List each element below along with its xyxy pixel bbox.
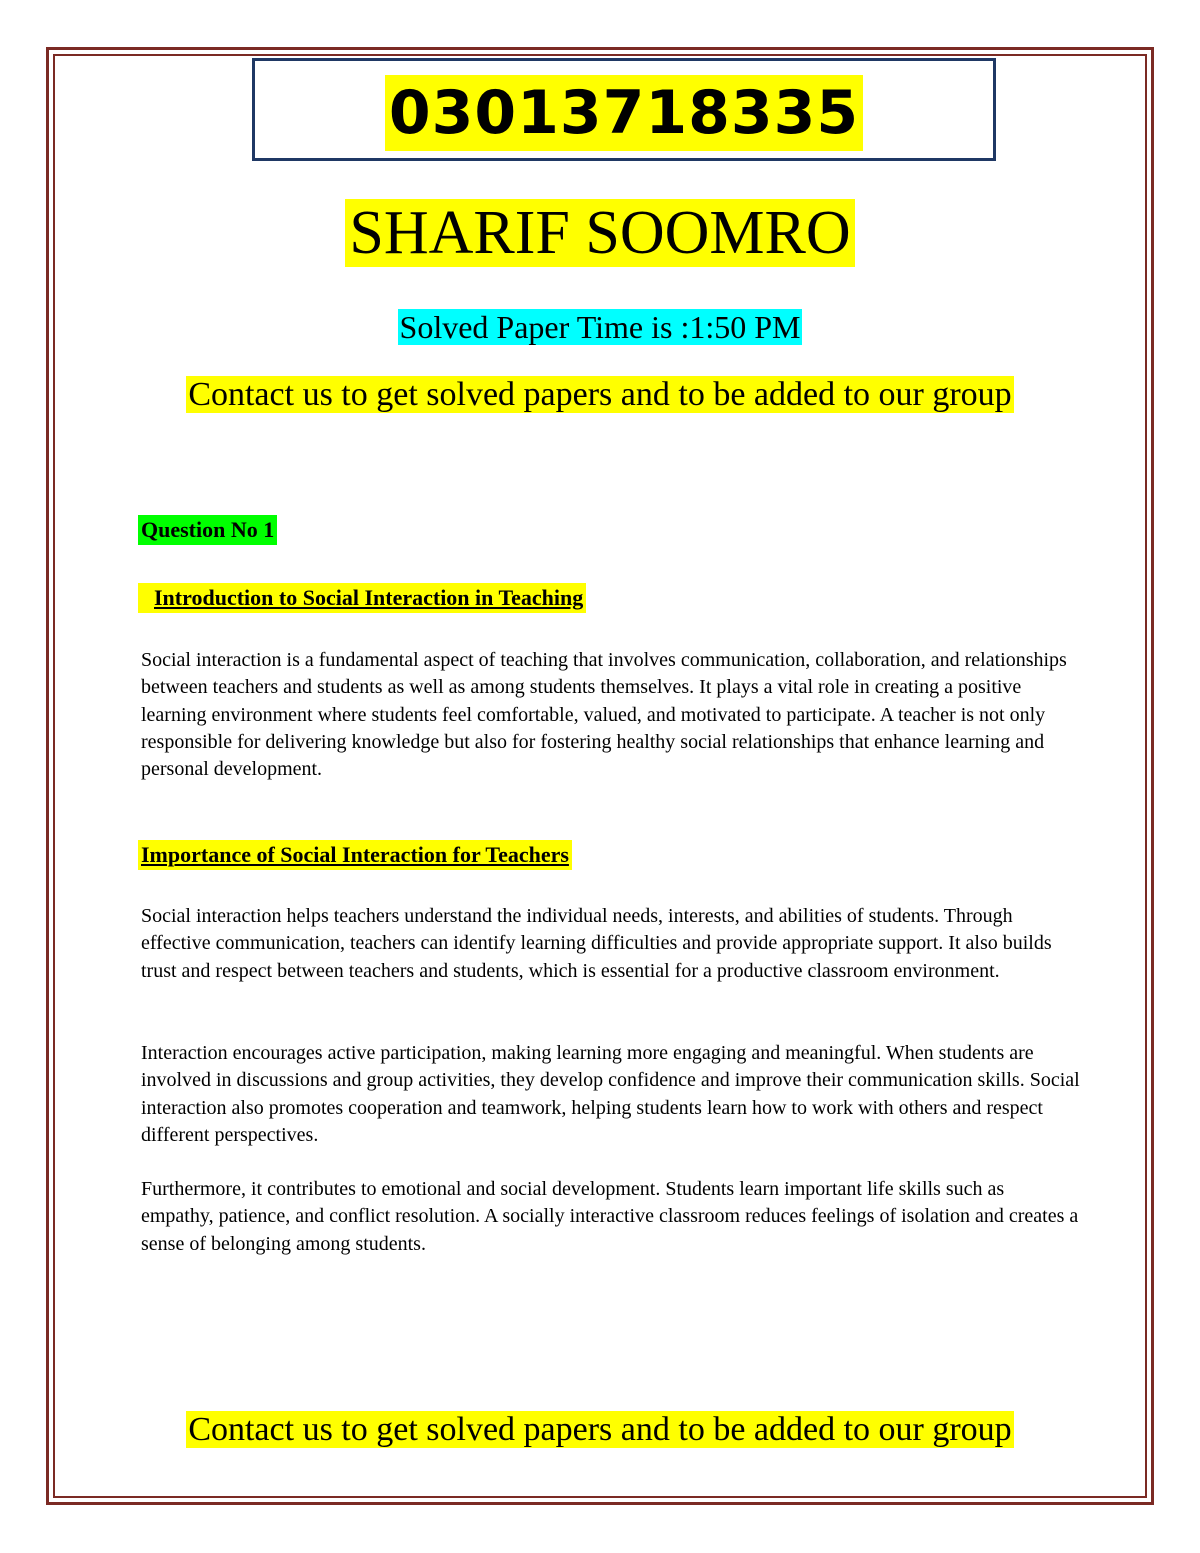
- contact-line-top: [0, 375, 1200, 415]
- phone-box: [252, 58, 996, 161]
- section-heading-importance: Importance of Social Interaction for Teachers: [138, 840, 572, 870]
- contact-line-bottom: [0, 1410, 1200, 1450]
- paragraph-importance-3: Furthermore, it contributes to emotional and social development. Students learn important life skills such as empathy, patience, and conflict resolution. A socially interactive classroom reduces feelings of isolation and creates a sense of belonging among students.: [141, 1178, 1079, 1255]
- paragraph-importance-1: Social interaction helps teachers understand the individual needs, interests, and abilities of students. Through effective communication, teachers can identify learning difficulties and provide appropriate support. It also builds trust and respect between teachers and students, which is essential for a productive classroom environment.: [141, 905, 1052, 982]
- contact-text-bottom: Contact us to get solved papers and to be added to our group: [188, 1411, 1012, 1448]
- name-line: [0, 192, 1200, 274]
- paragraph-importance-2: Interaction encourages active participation, making learning more engaging and meaningful. When students are involved in discussions and group activities, they develop confidence and improve their communication skills. Social interaction also promotes cooperation and teamwork, helping students learn how to work with others and respect different perspectives.: [141, 1042, 1080, 1146]
- author-name: SHARIF SOOMRO: [345, 199, 854, 267]
- question-label: Question No 1: [138, 515, 277, 545]
- paragraph-introduction: Social interaction is a fundamental aspect of teaching that involves communication, collaboration, and relationships between teachers and students as well as among students themselves. It plays a vital role in creating a positive learning environment where students feel comfortable, valued, and motivated to participate. A teacher is not only responsible for delivering knowledge but also for fostering healthy social relationships that enhance learning and personal development.: [141, 649, 1067, 781]
- contact-text-top: Contact us to get solved papers and to be added to our group: [188, 376, 1012, 413]
- phone-number: 03013718335: [385, 75, 863, 151]
- time-line: [0, 308, 1200, 346]
- solved-time: Solved Paper Time is :1:50 PM: [399, 309, 801, 345]
- section-heading-introduction: Introduction to Social Interaction in Teaching: [138, 583, 586, 613]
